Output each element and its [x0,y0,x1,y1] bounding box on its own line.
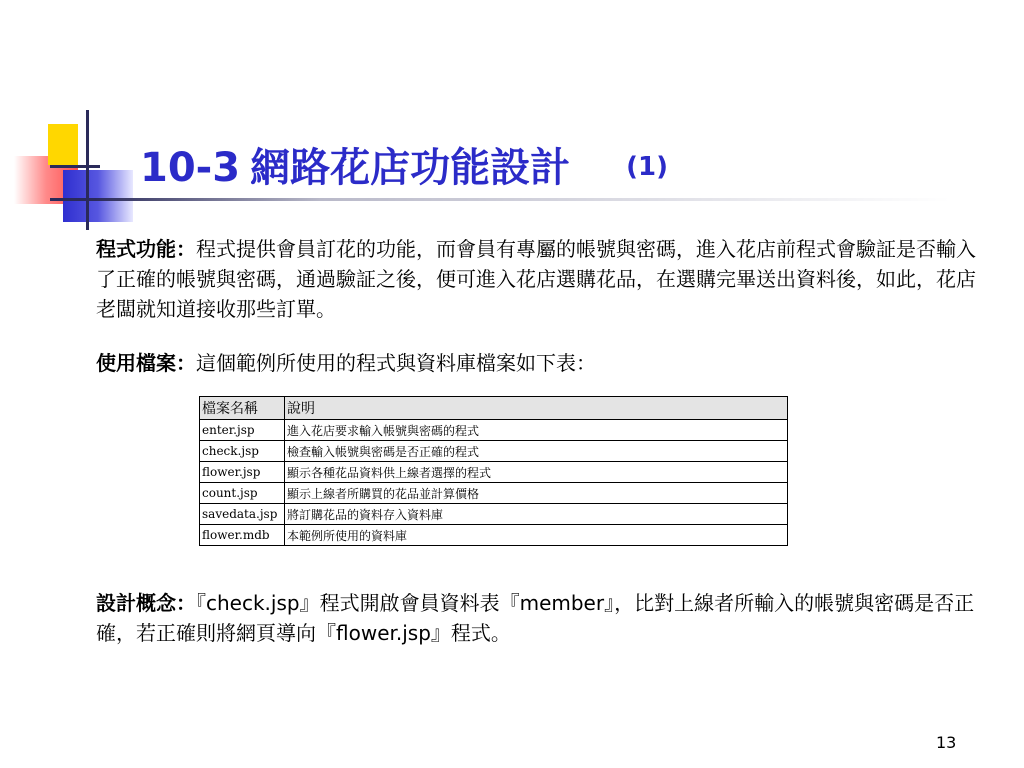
column-header: 說明 [285,397,788,420]
paragraph-design [96,588,976,648]
paragraph-text: 程式提供會員訂花的功能，而會員有專屬的帳號與密碼，進入花店前程式會驗証是否輸入了正確的帳號與密碼，通過驗証之後，便可進入花店選購花品，在選購完畢送出資料後，如此，花店老闆就知道接收那些訂單。 [96,237,976,321]
file-name-cell: enter.jsp [200,420,285,441]
description-cell: 顯示上線者所購買的花品並計算價格 [285,483,788,504]
paragraph-label: 設計概念： [96,591,196,615]
table-row [200,462,788,483]
decor-short-line [50,165,100,168]
table-row [200,504,788,525]
file-name-cell: flower.jsp [200,462,285,483]
description-cell: 進入花店要求輸入帳號與密碼的程式 [285,420,788,441]
title-number: 10-3 [140,145,241,191]
file-name-cell: flower.mdb [200,525,285,546]
paragraph-label: 使用檔案： [96,351,196,375]
decor-vertical-line [86,110,89,230]
column-header: 檔案名稱 [200,397,285,420]
description-cell: 將訂購花品的資料存入資料庫 [285,504,788,525]
table-row [200,441,788,462]
table-row [200,525,788,546]
decor-blue-block [63,170,133,222]
title-text: 網路花店功能設計 [250,145,571,191]
description-cell: 本範例所使用的資料庫 [285,525,788,546]
paragraph-text: 這個範例所使用的程式與資料庫檔案如下表： [196,351,596,375]
table-row [200,483,788,504]
decor-yellow-block [48,124,78,165]
table-row [200,420,788,441]
description-cell: 顯示各種花品資料供上線者選擇的程式 [285,462,788,483]
title-underline [50,198,950,201]
file-name-cell: check.jsp [200,441,285,462]
file-table [199,396,788,546]
paragraph-function [96,234,976,324]
paragraph-label: 程式功能： [96,237,196,261]
page-number: 13 [936,733,957,752]
file-name-cell: count.jsp [200,483,285,504]
paragraph-text: 『check.jsp』程式開啟會員資料表『member』，比對上線者所輸入的帳號與密碼是否正確，若正確則將網頁導向『flower.jsp』程式。 [96,591,975,645]
title-part: (1) [626,152,668,182]
table-header-row [200,397,788,420]
slide-title [140,136,668,191]
file-name-cell: savedata.jsp [200,504,285,525]
description-cell: 檢查輸入帳號與密碼是否正確的程式 [285,441,788,462]
paragraph-files [96,348,976,378]
